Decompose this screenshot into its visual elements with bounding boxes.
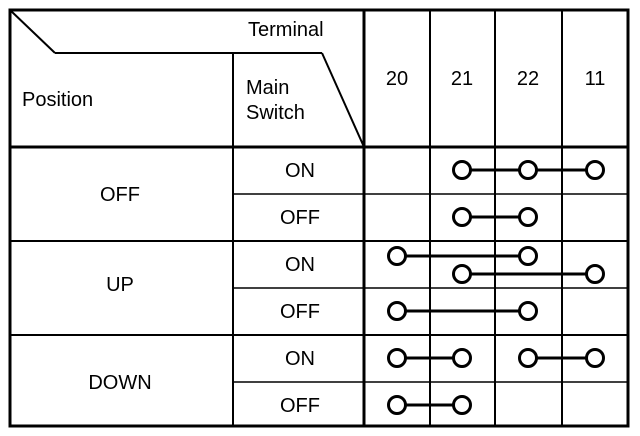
terminal-connection-dot (454, 266, 471, 283)
switch-state-label: ON (285, 160, 315, 182)
switch-state-label: OFF (280, 301, 320, 323)
terminal-connection-dot (389, 303, 406, 320)
terminal-connection-dot (520, 350, 537, 367)
terminal-label: 11 (584, 68, 606, 90)
terminal-connection-dot (454, 209, 471, 226)
position-label: UP (106, 274, 134, 296)
position-label: OFF (100, 184, 140, 206)
terminal-connection-dot (520, 209, 537, 226)
switch-state-label: OFF (280, 395, 320, 417)
main-switch-header-line2: Switch (246, 102, 305, 124)
terminal-connection-dot (587, 350, 604, 367)
terminal-connection-dot (454, 162, 471, 179)
terminal-connection-dot (389, 397, 406, 414)
terminal-connection-dot (520, 303, 537, 320)
terminal-connection-dot (587, 162, 604, 179)
terminal-connection-dot (454, 397, 471, 414)
terminal-label: 22 (516, 68, 540, 90)
terminal-connection-dot (389, 350, 406, 367)
terminal-label: 20 (385, 68, 409, 90)
switch-state-label: ON (285, 254, 315, 276)
switch-state-label: OFF (280, 207, 320, 229)
terminal-connection-dot (389, 248, 406, 265)
terminal-connection-dot (520, 162, 537, 179)
terminal-header-label: Terminal (248, 19, 324, 41)
main-switch-header-line1: Main (246, 77, 290, 99)
switch-state-label: ON (285, 348, 315, 370)
header-diagonal-lower (322, 53, 364, 147)
position-header-label: Position (22, 89, 94, 111)
header-diagonal (10, 10, 55, 53)
terminal-connection-dot (520, 248, 537, 265)
terminal-connection-dot (454, 350, 471, 367)
position-labels (88, 184, 151, 394)
terminal-label: 21 (450, 68, 474, 90)
terminal-connection-dot (587, 266, 604, 283)
position-label: DOWN (88, 372, 152, 394)
